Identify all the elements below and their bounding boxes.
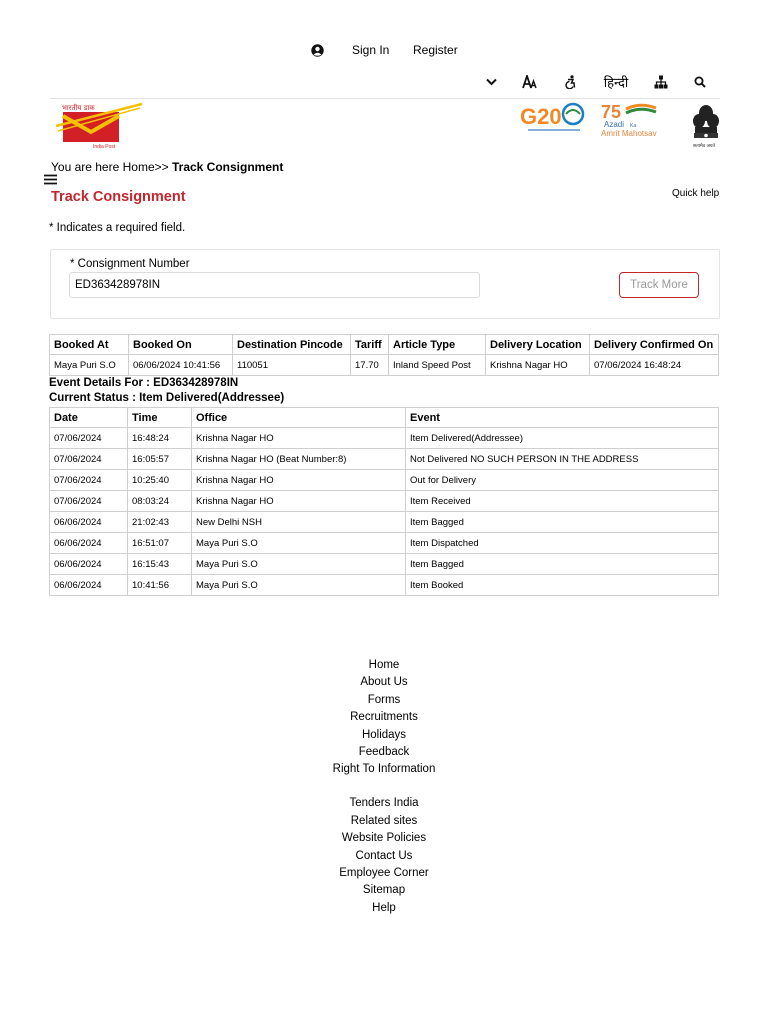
booked-at-cell: Maya Puri S.O <box>50 355 129 376</box>
required-field-note: * Indicates a required field. <box>49 222 186 234</box>
india-post-logo[interactable] <box>50 102 144 150</box>
footer-spacer <box>0 779 768 796</box>
page-title: Track Consignment <box>51 189 186 205</box>
event-cell: Item Booked <box>406 575 719 596</box>
footer-link-contact-us[interactable]: Contact Us <box>355 849 413 862</box>
date-cell: 07/06/2024 <box>50 449 128 470</box>
sign-in-link[interactable]: Sign In <box>352 43 390 57</box>
footer-link-holidays[interactable]: Holidays <box>361 728 407 741</box>
article-type-cell: Inland Speed Post <box>389 355 486 376</box>
event-cell: Item Delivered(Addressee) <box>406 428 719 449</box>
office-cell: New Delhi NSH <box>192 512 406 533</box>
date-cell: 07/06/2024 <box>50 428 128 449</box>
event-history-table <box>49 407 719 596</box>
hindi-language-link[interactable]: हिन्दी <box>603 75 629 90</box>
footer-link-employee-corner[interactable]: Employee Corner <box>339 866 429 879</box>
svg-text:75: 75 <box>601 102 622 122</box>
event-details-heading: Event Details For : ED363428978IN <box>49 377 239 389</box>
azadi-ka-amrit-mahotsav-logo[interactable] <box>600 100 670 140</box>
footer-link-website-policies[interactable]: Website Policies <box>341 832 427 845</box>
event-cell: Out for Delivery <box>406 470 719 491</box>
india-post-hindi-text: भारतीय डाक <box>62 104 95 112</box>
date-header: Date <box>50 408 128 428</box>
office-cell: Krishna Nagar HO (Beat Number:8) <box>192 449 406 470</box>
time-cell: 16:05:57 <box>128 449 192 470</box>
g20-text: G20 <box>520 104 562 129</box>
time-cell: 08:03:24 <box>128 491 192 512</box>
india-post-english-text: India Post <box>93 144 116 150</box>
emblem-motto-text: सत्यमेव जयते <box>693 144 716 149</box>
sitemap-icon[interactable] <box>653 74 669 90</box>
chevron-down-icon[interactable] <box>484 74 498 90</box>
footer-link-help[interactable]: Help <box>372 901 396 914</box>
event-header-row <box>50 408 719 428</box>
search-icon[interactable] <box>693 74 707 90</box>
footer-link-feedback[interactable]: Feedback <box>358 745 410 758</box>
date-cell: 06/06/2024 <box>50 554 128 575</box>
office-cell: Maya Puri S.O <box>192 533 406 554</box>
table-row <box>50 470 719 491</box>
booking-header-row <box>50 335 719 355</box>
g20-logo[interactable] <box>520 102 588 136</box>
footer-link-sitemap[interactable]: Sitemap <box>362 884 406 897</box>
tariff-header: Tariff <box>351 335 389 355</box>
footer-link-right-to-information[interactable]: Right To Information <box>332 763 436 776</box>
header-divider <box>50 98 720 99</box>
footer-links <box>0 657 768 917</box>
office-cell: Krishna Nagar HO <box>192 428 406 449</box>
quick-help-link[interactable]: Quick help <box>672 188 720 199</box>
table-row <box>50 575 719 596</box>
delivery-location-header: Delivery Location <box>486 335 590 355</box>
footer-link-recruitments[interactable]: Recruitments <box>350 711 418 724</box>
time-cell: 21:02:43 <box>128 512 192 533</box>
booked-at-header: Booked At <box>50 335 129 355</box>
date-cell: 06/06/2024 <box>50 512 128 533</box>
register-link[interactable]: Register <box>413 43 458 57</box>
time-cell: 10:25:40 <box>128 470 192 491</box>
office-header: Office <box>192 408 406 428</box>
event-cell: Item Bagged <box>406 554 719 575</box>
event-cell: Not Delivered NO SUCH PERSON IN THE ADDRESS <box>406 449 719 470</box>
amrit-mahotsav-text: Amrit Mahotsav <box>601 129 657 138</box>
article-type-header: Article Type <box>389 335 486 355</box>
azadi-text: Azadi <box>604 120 625 129</box>
accessibility-icon[interactable] <box>562 74 578 90</box>
event-cell: Item Received <box>406 491 719 512</box>
date-cell: 06/06/2024 <box>50 533 128 554</box>
breadcrumb-current: Track Consignment <box>171 160 284 174</box>
table-row <box>50 554 719 575</box>
table-row <box>50 449 719 470</box>
delivery-confirmed-on-header: Delivery Confirmed On <box>590 335 719 355</box>
hamburger-menu-icon[interactable] <box>44 172 57 189</box>
time-cell: 16:48:24 <box>128 428 192 449</box>
event-cell: Item Bagged <box>406 512 719 533</box>
office-cell: Krishna Nagar HO <box>192 491 406 512</box>
track-more-button[interactable]: Track More <box>619 272 699 298</box>
destination-pincode-header: Destination Pincode <box>233 335 351 355</box>
breadcrumb <box>51 160 283 174</box>
time-cell: 16:51:07 <box>128 533 192 554</box>
table-row <box>50 512 719 533</box>
ka-text: Ka <box>630 123 637 129</box>
national-emblem-logo[interactable] <box>690 102 722 150</box>
office-cell: Maya Puri S.O <box>192 554 406 575</box>
table-row <box>50 533 719 554</box>
date-cell: 07/06/2024 <box>50 491 128 512</box>
event-cell: Item Dispatched <box>406 533 719 554</box>
time-cell: 10:41:56 <box>128 575 192 596</box>
table-row <box>50 428 719 449</box>
delivery-confirmed-on-cell: 07/06/2024 16:48:24 <box>590 355 719 376</box>
table-row <box>50 491 719 512</box>
booking-row <box>50 355 719 376</box>
user-icon[interactable] <box>311 44 324 57</box>
footer-link-about-us[interactable]: About Us <box>360 676 408 689</box>
current-status-heading: Current Status : Item Delivered(Addressee) <box>49 392 285 404</box>
consignment-number-input[interactable] <box>69 272 480 298</box>
booked-on-cell: 06/06/2024 10:41:56 <box>129 355 233 376</box>
destination-pincode-cell: 110051 <box>233 355 351 376</box>
booked-on-header: Booked On <box>129 335 233 355</box>
office-cell: Maya Puri S.O <box>192 575 406 596</box>
time-cell: 16:15:43 <box>128 554 192 575</box>
footer-link-related-sites[interactable]: Related sites <box>350 814 418 827</box>
font-size-icon[interactable] <box>521 74 539 90</box>
tariff-cell: 17.70 <box>351 355 389 376</box>
breadcrumb-prefix[interactable]: You are here Home>> <box>51 160 172 174</box>
footer-link-home[interactable]: Home <box>368 659 400 671</box>
office-cell: Krishna Nagar HO <box>192 470 406 491</box>
consignment-number-label: * Consignment Number <box>70 258 190 270</box>
event-header: Event <box>406 408 719 428</box>
booking-summary-table <box>49 334 719 376</box>
time-header: Time <box>128 408 192 428</box>
delivery-location-cell: Krishna Nagar HO <box>486 355 590 376</box>
date-cell: 07/06/2024 <box>50 470 128 491</box>
footer-link-tenders-india[interactable]: Tenders India <box>349 797 419 810</box>
date-cell: 06/06/2024 <box>50 575 128 596</box>
footer-link-forms[interactable]: Forms <box>367 693 401 706</box>
